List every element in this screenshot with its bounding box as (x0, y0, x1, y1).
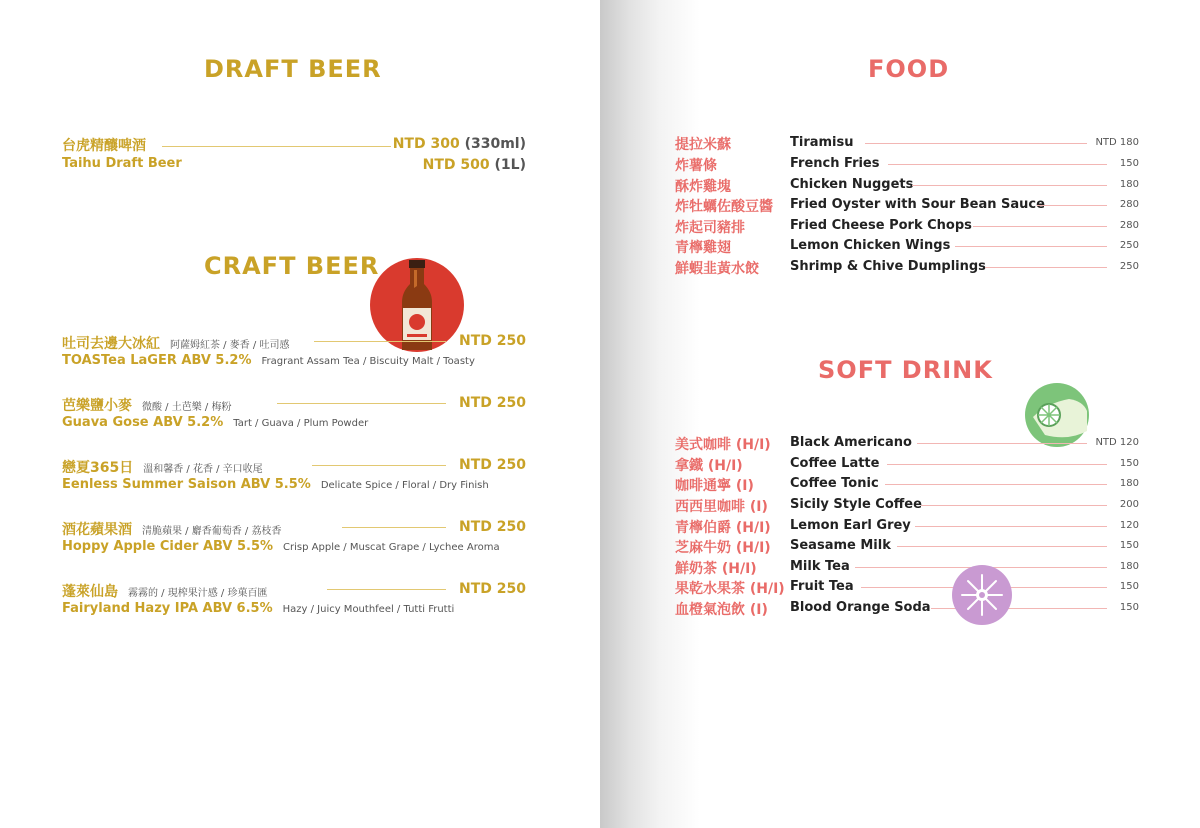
soft-drink-title: SOFT DRINK (818, 356, 993, 384)
draft-beer-price-2 (423, 157, 526, 173)
food-item-2 (675, 155, 1139, 175)
drink-item-zh: 美式咖啡 (H/I) (675, 437, 771, 453)
draft-size-1l: (1L) (494, 157, 526, 173)
craft-beer-en-name: TOASTea LaGER ABV 5.2% (62, 353, 252, 368)
craft-beer-en (62, 353, 475, 368)
craft-beer-leader (314, 341, 446, 342)
drink-item-price: 120 (1119, 520, 1139, 531)
food-leader (973, 226, 1107, 227)
drink-leader (885, 484, 1107, 485)
craft-beer-title: CRAFT BEER (204, 252, 380, 280)
drink-leader (887, 464, 1107, 465)
craft-beer-zh-name: 蓬萊仙島 (62, 584, 118, 600)
craft-beer-zh-name: 吐司去邊大冰紅 (62, 336, 160, 352)
food-item-4 (675, 196, 1139, 216)
craft-beer-en-desc: Hazy / Juicy Mouthfeel / Tutti Frutti (282, 604, 455, 615)
food-item-en: Chicken Nuggets (790, 177, 914, 192)
drink-item-9 (675, 599, 1139, 619)
craft-beer-price: NTD 250 (459, 519, 526, 535)
food-item-en: Lemon Chicken Wings (790, 238, 951, 253)
drink-item-en: Milk Tea (790, 559, 850, 574)
draft-beer-title: DRAFT BEER (204, 55, 382, 83)
craft-beer-item-1 (62, 333, 526, 373)
drink-item-en: Coffee Tonic (790, 476, 879, 491)
drink-item-6 (675, 537, 1139, 557)
drink-item-zh: 血橙氣泡飲 (I) (675, 602, 768, 618)
drink-item-zh: 西西里咖啡 (I) (675, 499, 768, 515)
drink-item-en: Coffee Latte (790, 456, 880, 471)
drink-item-price: NTD 120 (1095, 437, 1139, 448)
craft-beer-en-name: Fairyland Hazy IPA ABV 6.5% (62, 601, 273, 616)
craft-beer-zh-desc: 清脆蘋果 / 麝香葡萄香 / 荔枝香 (142, 526, 282, 537)
drink-item-en: Seasame Milk (790, 538, 891, 553)
craft-beer-leader (327, 589, 446, 590)
craft-beer-en-name: Guava Gose ABV 5.2% (62, 415, 224, 430)
drink-item-en: Lemon Earl Grey (790, 518, 911, 533)
craft-beer-zh-name: 芭樂鹽小麥 (62, 398, 132, 414)
drink-leader (897, 546, 1107, 547)
drink-item-en: Black Americano (790, 435, 912, 450)
craft-beer-item-5 (62, 581, 526, 621)
craft-beer-leader (312, 465, 446, 466)
drink-item-price: 180 (1119, 478, 1139, 489)
craft-beer-zh-name: 酒花蘋果酒 (62, 522, 132, 538)
right-page (600, 0, 1200, 828)
food-item-en: Shrimp & Chive Dumplings (790, 259, 986, 274)
drink-item-zh: 芝麻牛奶 (H/I) (675, 540, 771, 556)
food-item-en: Fried Oyster with Sour Bean Sauce (790, 197, 1045, 212)
food-leader (912, 185, 1107, 186)
drink-leader (915, 526, 1107, 527)
craft-beer-en (62, 415, 368, 430)
craft-beer-en-desc: Tart / Guava / Plum Powder (233, 418, 369, 429)
food-item-6 (675, 237, 1139, 257)
food-item-price: 180 (1119, 179, 1139, 190)
draft-beer-item (62, 135, 526, 175)
draft-price-330: NTD 300 (392, 136, 460, 152)
craft-beer-leader (277, 403, 446, 404)
craft-beer-zh (62, 333, 289, 353)
drink-item-3 (675, 475, 1139, 495)
drink-item-en: Fruit Tea (790, 579, 854, 594)
craft-beer-en-name: Eenless Summer Saison ABV 5.5% (62, 477, 311, 492)
draft-beer-leader (162, 146, 391, 147)
craft-beer-leader (342, 527, 446, 528)
drink-leader (917, 443, 1087, 444)
drink-item-1 (675, 434, 1139, 454)
drink-leader (921, 505, 1107, 506)
craft-beer-item-4 (62, 519, 526, 559)
star-badge (952, 565, 1012, 625)
food-item-zh: 炸牡蠣佐酸豆醬 (675, 199, 773, 215)
craft-beer-zh-desc: 溫和馨香 / 花香 / 辛口收尾 (143, 464, 263, 475)
drink-item-5 (675, 517, 1139, 537)
drink-item-4 (675, 496, 1139, 516)
food-item-zh: 炸薯條 (675, 158, 717, 174)
drink-item-zh: 鮮奶茶 (H/I) (675, 561, 757, 577)
craft-beer-zh (62, 581, 267, 601)
craft-beer-zh-desc: 阿薩姆紅茶 / 麥香 / 吐司感 (170, 340, 290, 351)
food-item-zh: 酥炸雞塊 (675, 179, 731, 195)
drink-item-en: Blood Orange Soda (790, 600, 931, 615)
food-item-5 (675, 217, 1139, 237)
food-item-en: French Fries (790, 156, 880, 171)
craft-beer-en (62, 601, 454, 616)
craft-beer-en-name: Hoppy Apple Cider ABV 5.5% (62, 539, 274, 554)
drink-item-price: 200 (1119, 499, 1139, 510)
draft-price-1l: NTD 500 (422, 157, 490, 173)
food-item-en: Fried Cheese Pork Chops (790, 218, 972, 233)
drink-item-price: 150 (1119, 458, 1139, 469)
food-leader (888, 164, 1107, 165)
drink-item-price: 180 (1119, 561, 1139, 572)
food-item-zh: 鮮蝦韭黃水餃 (675, 261, 759, 277)
drink-item-en: Sicily Style Coffee (790, 497, 922, 512)
food-item-price: 280 (1119, 199, 1139, 210)
food-leader (865, 143, 1087, 144)
drink-item-price: 150 (1119, 581, 1139, 592)
food-item-en: Tiramisu (790, 135, 854, 150)
craft-beer-zh-desc: 霧霧的 / 現榨果汁感 / 珍菓百匯 (128, 588, 268, 599)
draft-size-330: (330ml) (464, 136, 526, 152)
food-leader (955, 246, 1107, 247)
food-item-7 (675, 258, 1139, 278)
draft-beer-zh: 台虎精釀啤酒 (62, 138, 146, 154)
drink-item-zh: 拿鐵 (H/I) (675, 458, 743, 474)
drink-item-8 (675, 578, 1139, 598)
craft-beer-zh (62, 519, 281, 539)
craft-beer-en-desc: Delicate Spice / Floral / Dry Finish (320, 480, 489, 491)
food-item-price: 250 (1119, 240, 1139, 251)
food-item-zh: 提拉米蘇 (675, 137, 731, 153)
food-item-3 (675, 176, 1139, 196)
craft-beer-en (62, 539, 500, 554)
craft-beer-zh (62, 457, 263, 477)
food-item-price: 150 (1119, 158, 1139, 169)
craft-beer-price: NTD 250 (459, 581, 526, 597)
draft-beer-en: Taihu Draft Beer (62, 156, 182, 171)
drink-item-2 (675, 455, 1139, 475)
drink-item-7 (675, 558, 1139, 578)
craft-beer-zh-desc: 微酸 / 土芭樂 / 梅粉 (142, 402, 232, 413)
craft-beer-en-desc: Fragrant Assam Tea / Biscuity Malt / Toasty (261, 356, 475, 367)
craft-beer-zh-name: 戀夏365日 (62, 460, 134, 476)
food-item-zh: 青檸雞翅 (675, 240, 731, 256)
craft-beer-zh (62, 395, 231, 415)
food-item-price: 280 (1119, 220, 1139, 231)
drink-item-price: 150 (1119, 602, 1139, 613)
food-item-price: NTD 180 (1095, 137, 1139, 148)
craft-beer-en (62, 477, 489, 492)
food-leader (1037, 205, 1107, 206)
craft-beer-price: NTD 250 (459, 333, 526, 349)
draft-beer-price-1 (393, 136, 526, 152)
food-item-price: 250 (1119, 261, 1139, 272)
food-item-1 (675, 134, 1139, 154)
craft-beer-price: NTD 250 (459, 395, 526, 411)
craft-beer-item-3 (62, 457, 526, 497)
food-item-zh: 炸起司豬排 (675, 220, 745, 236)
drink-item-zh: 咖啡通寧 (I) (675, 478, 754, 494)
craft-beer-item-2 (62, 395, 526, 435)
craft-beer-en-desc: Crisp Apple / Muscat Grape / Lychee Aroma (283, 542, 500, 553)
food-leader (985, 267, 1107, 268)
food-title: FOOD (868, 55, 950, 83)
star-burst-icon (952, 565, 1012, 625)
drink-item-zh: 果乾水果茶 (H/I) (675, 581, 785, 597)
craft-beer-price: NTD 250 (459, 457, 526, 473)
drink-item-price: 150 (1119, 540, 1139, 551)
drink-item-zh: 青檸伯爵 (H/I) (675, 520, 771, 536)
